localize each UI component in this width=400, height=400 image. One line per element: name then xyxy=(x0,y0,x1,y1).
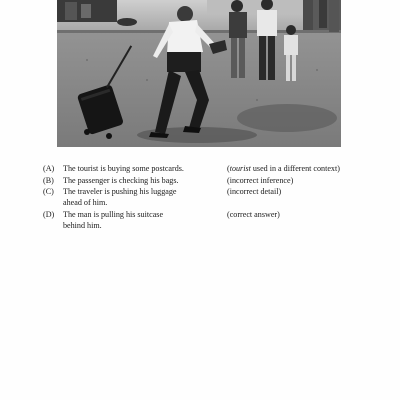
answer-options-list xyxy=(43,163,383,231)
option-b xyxy=(43,175,383,187)
option-text: The traveler is pushing his luggage ahead of him. xyxy=(63,187,177,208)
option-text: The man is pulling his suitcase behind him. xyxy=(63,209,164,230)
option-letter: (B) xyxy=(43,175,54,185)
option-note: (incorrect detail) xyxy=(227,187,282,197)
option-d xyxy=(43,209,383,232)
option-c xyxy=(43,186,383,209)
option-text: The tourist is buying some postcards. xyxy=(63,164,184,173)
option-letter: (D) xyxy=(43,209,55,219)
option-note: (tourist used in a different context) xyxy=(227,164,340,173)
note-emphasis: tourist xyxy=(229,164,251,173)
option-text: The passenger is checking his bags. xyxy=(63,175,179,185)
option-a xyxy=(43,163,383,175)
option-letter: (C) xyxy=(43,187,54,197)
photo-man-pulling-suitcase xyxy=(57,0,341,147)
option-letter: (A) xyxy=(43,164,55,173)
option-note: (incorrect inference) xyxy=(227,175,294,185)
option-note: (correct answer) xyxy=(227,209,280,219)
